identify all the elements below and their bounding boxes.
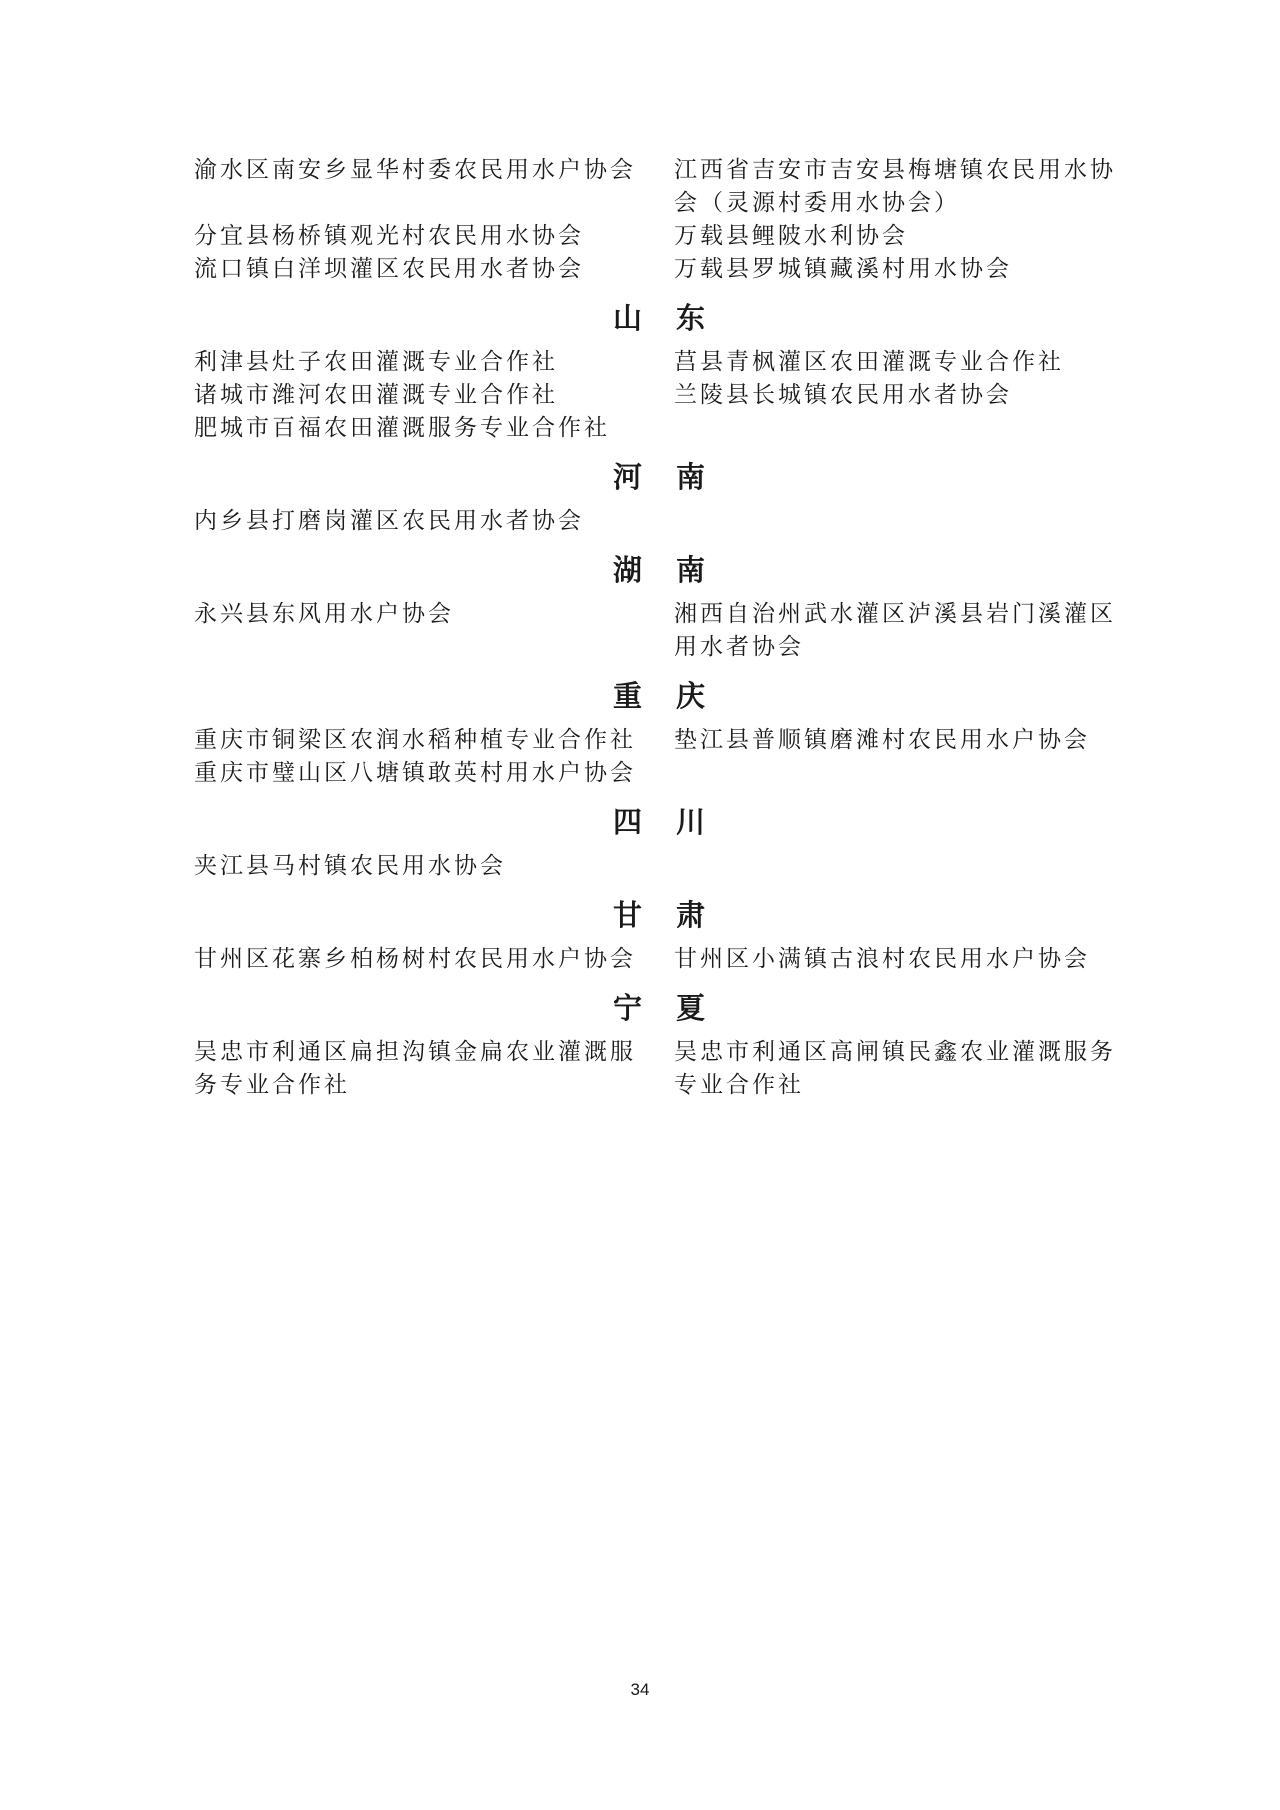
association-entry: 甘州区小满镇古浪村农民用水户协会 bbox=[674, 946, 1090, 972]
region-columns bbox=[194, 724, 1124, 790]
association-entry: 利津县灶子农田灌溉专业合作社 bbox=[194, 349, 558, 375]
association-entry: 重庆市铜梁区农润水稻种植专业合作社 bbox=[194, 727, 636, 753]
association-entry: 万载县罗城镇藏溪村用水协会 bbox=[674, 256, 1012, 282]
association-entry: 万载县鲤陂水利协会 bbox=[674, 223, 908, 249]
right-column bbox=[674, 724, 1124, 790]
right-column bbox=[674, 850, 1124, 883]
region-columns bbox=[194, 1036, 1124, 1102]
right-column bbox=[674, 154, 1124, 286]
association-entry: 内乡县打磨岗灌区农民用水者协会 bbox=[194, 508, 584, 534]
association-entry: 诸城市潍河农田灌溉专业合作社 bbox=[194, 382, 558, 408]
region-columns bbox=[194, 850, 1124, 883]
left-column bbox=[194, 1036, 644, 1102]
right-column bbox=[674, 505, 1124, 538]
region-heading: 山东 bbox=[612, 301, 739, 335]
region-section bbox=[194, 154, 1124, 286]
region-heading: 湖南 bbox=[612, 553, 739, 587]
association-entry: 渝水区南安乡显华村委农民用水户协会 bbox=[194, 157, 636, 183]
region-columns bbox=[194, 346, 1124, 445]
region-heading: 四川 bbox=[612, 805, 739, 839]
association-entry: 吴忠市利通区扁担沟镇金扁农业灌溉服务专业合作社 bbox=[194, 1039, 636, 1098]
association-entry: 垫江县普顺镇磨滩村农民用水户协会 bbox=[674, 727, 1090, 753]
association-entry: 江西省吉安市吉安县梅塘镇农民用水协会（灵源村委用水协会） bbox=[674, 157, 1116, 216]
region-section bbox=[194, 800, 1124, 883]
association-entry: 湘西自治州武水灌区泸溪县岩门溪灌区用水者协会 bbox=[674, 601, 1116, 660]
right-column bbox=[674, 1036, 1124, 1102]
association-entry: 永兴县东风用水户协会 bbox=[194, 601, 454, 627]
left-column bbox=[194, 154, 644, 286]
left-column bbox=[194, 346, 644, 445]
left-column bbox=[194, 505, 644, 538]
right-column bbox=[674, 943, 1124, 976]
association-entry: 分宜县杨桥镇观光村农民用水协会 bbox=[194, 223, 584, 249]
page-number: 34 bbox=[630, 1680, 650, 1699]
association-entry: 吴忠市利通区高闸镇民鑫农业灌溉服务专业合作社 bbox=[674, 1039, 1116, 1098]
region-heading: 河南 bbox=[612, 460, 739, 494]
association-list bbox=[194, 154, 1124, 1102]
region-section bbox=[194, 986, 1124, 1102]
left-column bbox=[194, 598, 644, 664]
left-column bbox=[194, 724, 644, 790]
association-entry: 肥城市百福农田灌溉服务专业合作社 bbox=[194, 415, 610, 441]
region-heading: 重庆 bbox=[612, 679, 739, 713]
region-section bbox=[194, 893, 1124, 976]
association-entry: 流口镇白洋坝灌区农民用水者协会 bbox=[194, 256, 584, 282]
association-entry: 夹江县马村镇农民用水协会 bbox=[194, 853, 506, 879]
right-column bbox=[674, 346, 1124, 445]
region-columns bbox=[194, 943, 1124, 976]
region-columns bbox=[194, 505, 1124, 538]
association-entry: 甘州区花寨乡柏杨树村农民用水户协会 bbox=[194, 946, 636, 972]
region-columns bbox=[194, 154, 1124, 286]
left-column bbox=[194, 943, 644, 976]
region-section bbox=[194, 674, 1124, 790]
right-column bbox=[674, 598, 1124, 664]
left-column bbox=[194, 850, 644, 883]
region-section bbox=[194, 296, 1124, 445]
region-section bbox=[194, 455, 1124, 538]
association-entry: 莒县青枫灌区农田灌溉专业合作社 bbox=[674, 349, 1064, 375]
region-heading: 甘肃 bbox=[612, 898, 739, 932]
region-heading: 宁夏 bbox=[612, 991, 739, 1025]
region-section bbox=[194, 548, 1124, 664]
region-columns bbox=[194, 598, 1124, 664]
association-entry: 兰陵县长城镇农民用水者协会 bbox=[674, 382, 1012, 408]
association-entry: 重庆市璧山区八塘镇敢英村用水户协会 bbox=[194, 760, 636, 786]
